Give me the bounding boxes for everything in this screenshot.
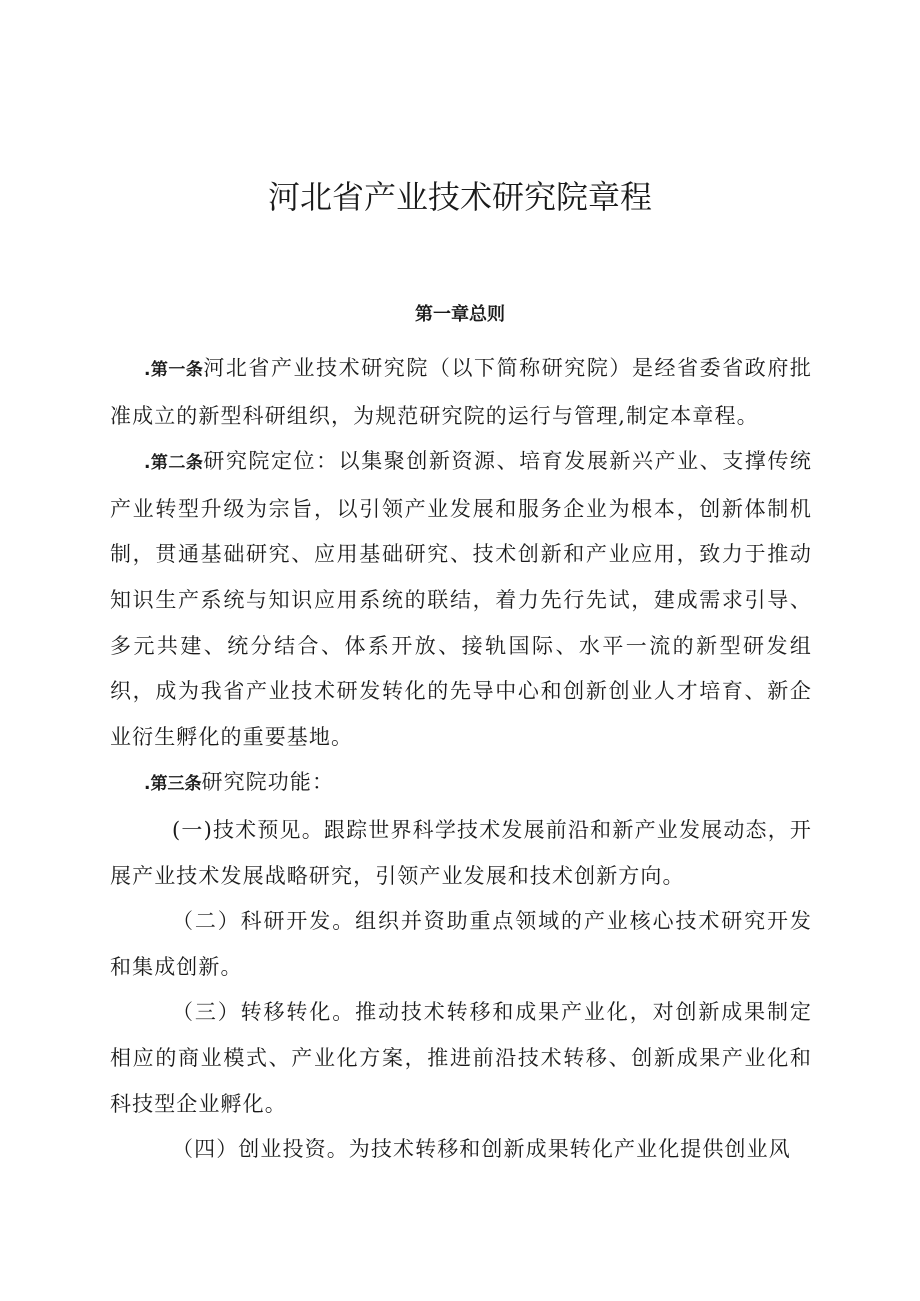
document-body [110, 346, 812, 1173]
article-2-label: .第二条 [144, 453, 204, 474]
article-3 [110, 760, 812, 808]
function-item-3: （三）转移转化。推动技术转移和成果产业化，对创新成果制定相应的商业模式、产业化方案，推进前沿技术转移、创新成果产业化和科技型企业孵化。 [110, 1000, 812, 1116]
function-item-2: （二）科研开发。组织并资助重点领域的产业核心技术研究开发和集成创新。 [110, 909, 812, 979]
article-2 [110, 439, 812, 760]
article-3-label: .第三条 [144, 774, 202, 795]
function-item-4: （四）创业投资。为技术转移和创新成果转化产业化提供创业风 [172, 1137, 791, 1162]
article-1-text: 河北省产业技术研究院（以下简称研究院）是经省委省政府批准成立的新型科研组织，为规范研究院的运行与管理,制定本章程。 [110, 356, 812, 428]
article-1-label: .第一条 [144, 360, 204, 380]
document-title: 河北省产业技术研究院章程 [267, 178, 652, 216]
article-3-text: 研究院功能： [201, 770, 335, 795]
chapter-title: 第一章总则 [415, 304, 505, 325]
article-2-text: 研究院定位：以集聚创新资源、培育发展新兴产业、支撑传统产业转型升级为宗旨，以引领产业发展和服务企业为根本，创新体制机制，贯通基础研究、应用基础研究、技术创新和产业应用，致力于推动知识生产系统与知识应用系统的联结，着力先行先试，建成需求引导、多元共建、统分结合、体系开放、接轨国际、水平一流的新型研发组织，成为我省产业技术研发转化的先导中心和创新创业人才培育、新企业衍生孵化的重要基地。 [110, 449, 812, 749]
function-item-1: (一)技术预见。跟踪世界科学技术发展前沿和新产业发展动态，开展产业技术发展战略研究，引领产业发展和技术创新方向。 [110, 817, 812, 888]
article-1 [110, 346, 812, 439]
